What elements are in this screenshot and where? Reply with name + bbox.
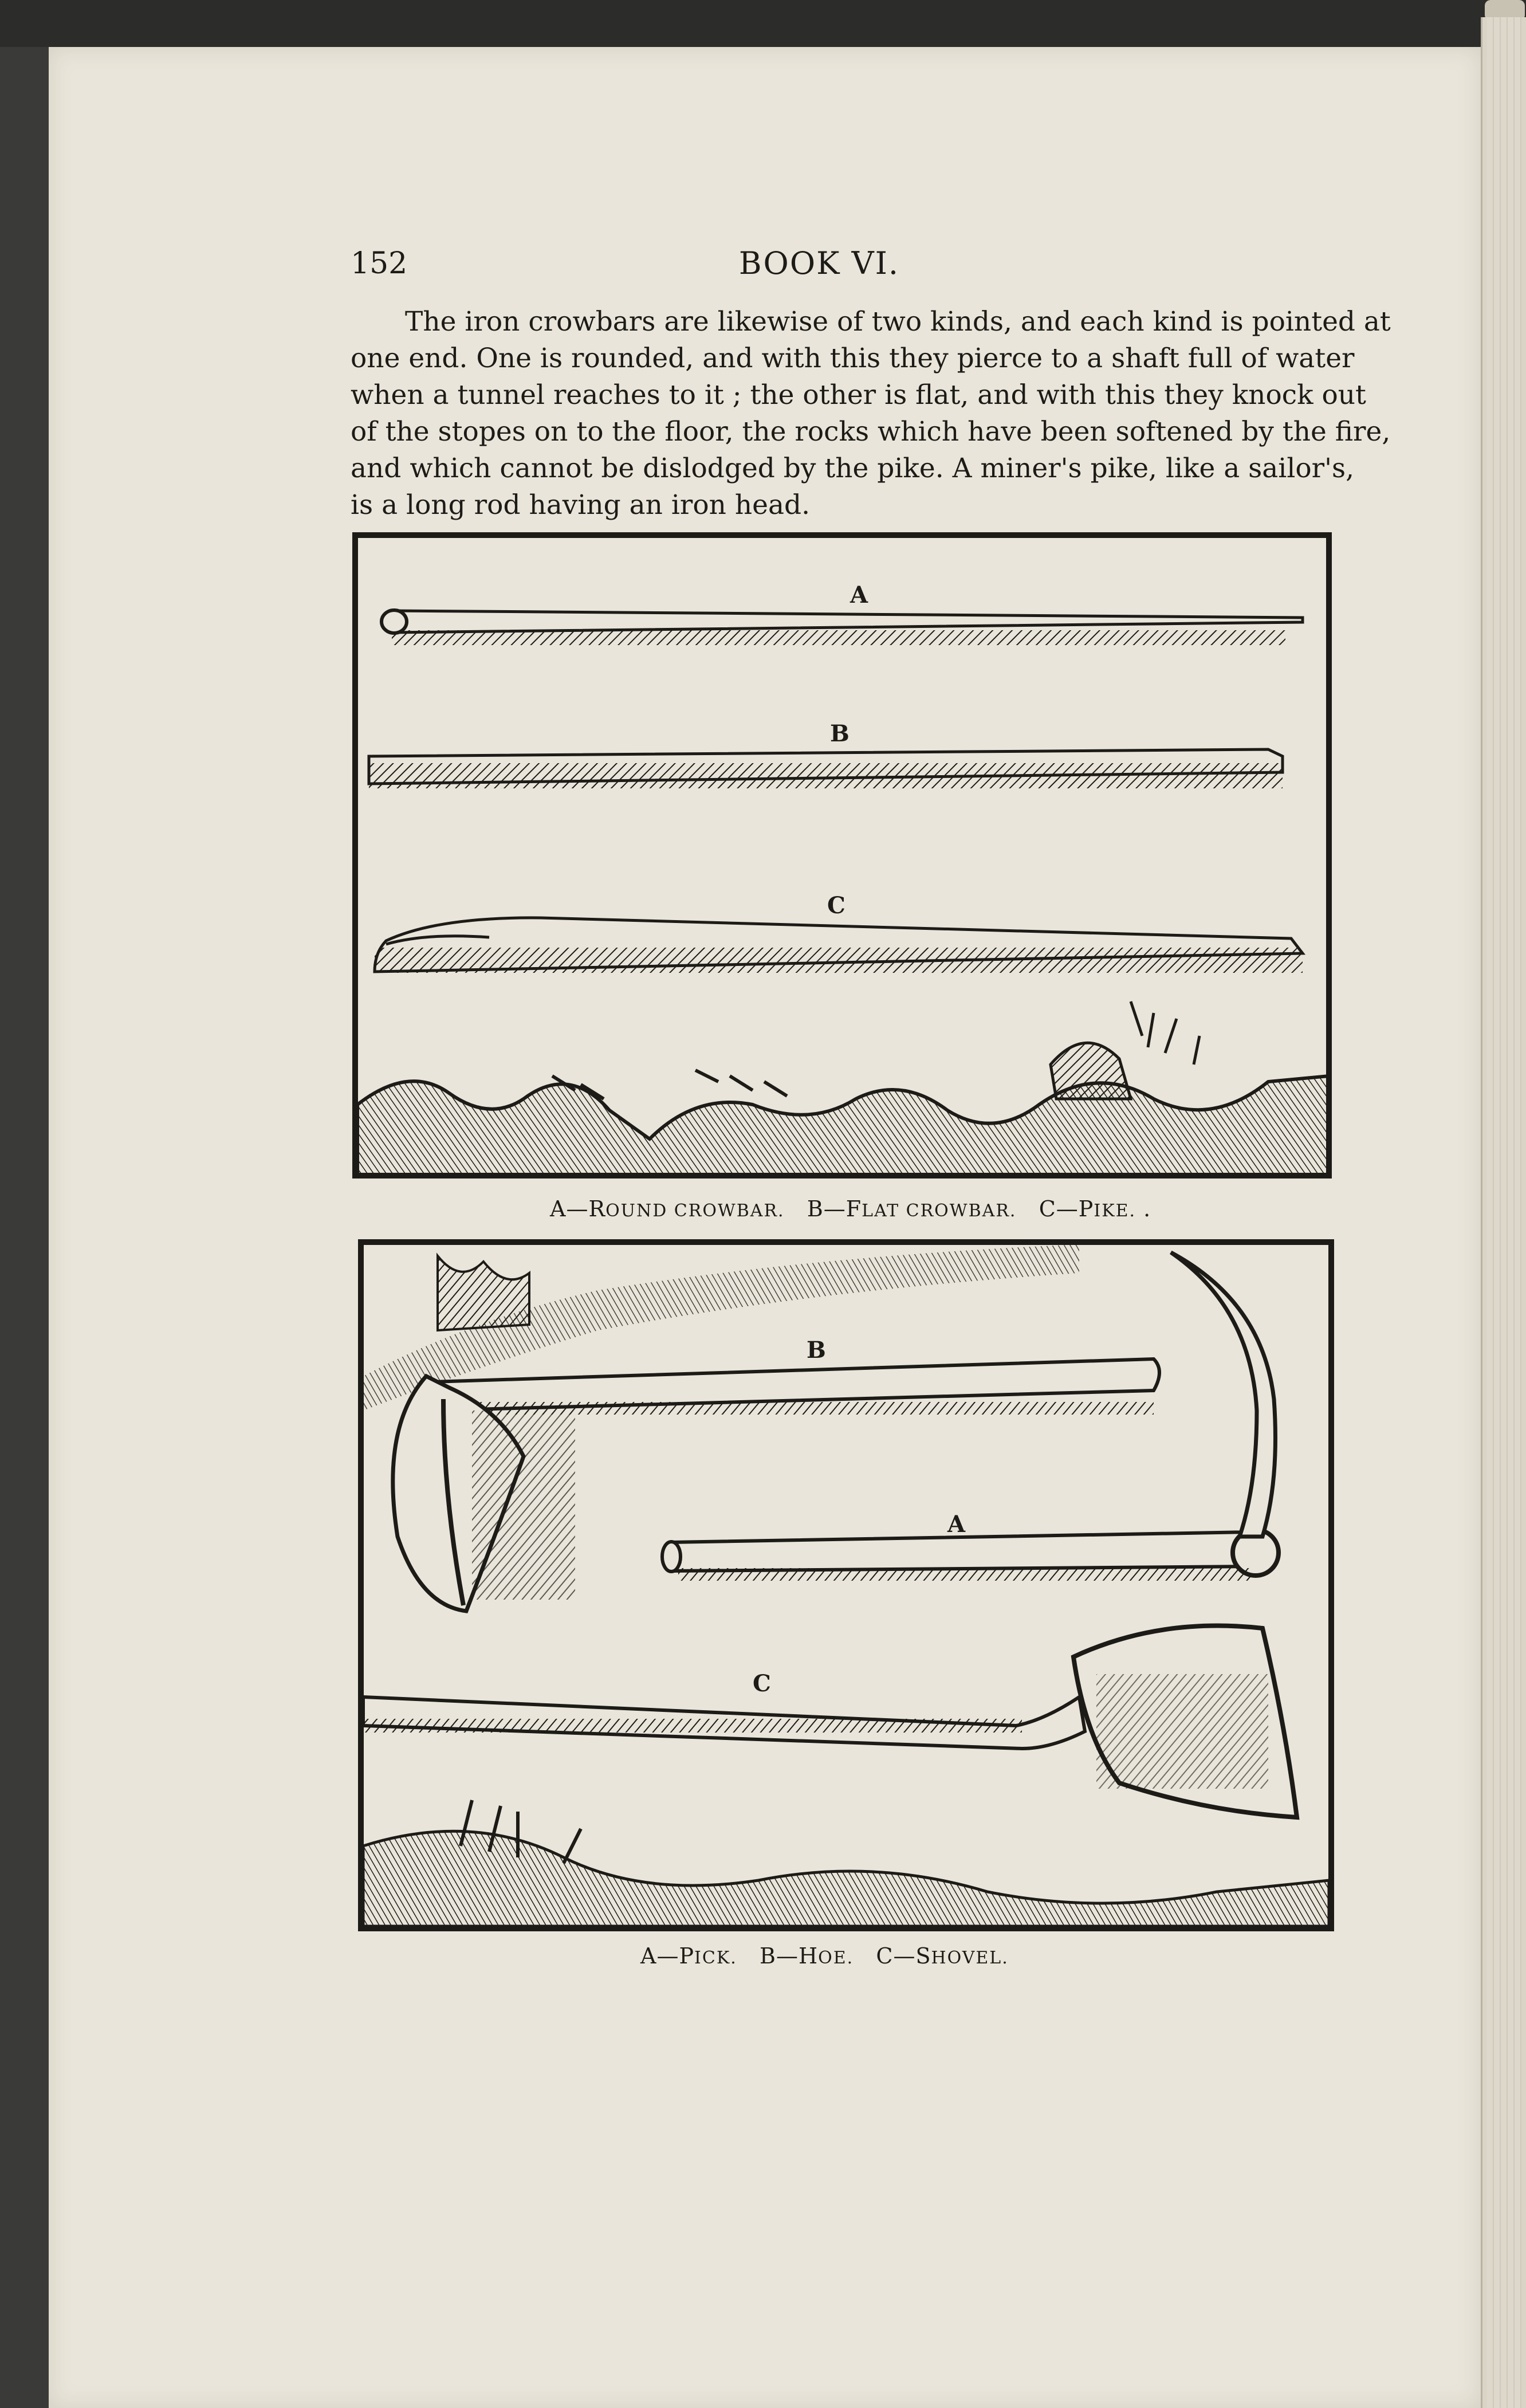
flat-crowbar-drawing: [369, 749, 1283, 788]
page-number: 152: [351, 246, 408, 281]
ground-scenery: [357, 1001, 1329, 1176]
caption-tools: [640, 1943, 1009, 1969]
caption-b-prefix: B—H: [760, 1943, 819, 1969]
caption-a-prefix: A—P: [640, 1943, 695, 1969]
label-c: C: [753, 1670, 771, 1697]
label-a: A: [947, 1511, 966, 1538]
pike-drawing: [375, 918, 1303, 973]
caption-c-prefix: C—S: [876, 1943, 931, 1969]
next-page-edge: [1487, 17, 1521, 2408]
text-line: one end. One is rounded, and with this they pierce to a shaft full of water: [351, 343, 1355, 374]
caption-a-prefix: A—R: [550, 1196, 606, 1221]
label-b: B: [807, 1337, 826, 1364]
caption-a-rest: ICK.: [694, 1948, 737, 1968]
woodcut-pick-hoe-shovel: [357, 1239, 1335, 1932]
body-paragraph: [351, 304, 1391, 524]
text-line: when a tunnel reaches to it ; the other is flat, and with this they knock out: [351, 379, 1366, 411]
caption-b-rest: LAT CROWBAR.: [862, 1201, 1017, 1221]
text-line: is a long rod having an iron head.: [351, 489, 811, 521]
label-a: A: [850, 582, 868, 608]
text-line: of the stopes on to the floor, the rocks which have been softened by the fire,: [351, 416, 1391, 447]
woodcut-crowbars: [352, 532, 1332, 1179]
shovel-drawing: [363, 1626, 1297, 1817]
label-b: B: [830, 720, 849, 747]
caption-b-prefix: B—F: [807, 1196, 862, 1221]
ground-scenery: [363, 1800, 1329, 1926]
caption-c-prefix: C—P: [1039, 1196, 1094, 1221]
caption-b-rest: OE.: [818, 1948, 854, 1968]
label-c: C: [827, 892, 845, 919]
running-head: BOOK VI.: [738, 245, 900, 281]
caption-c-rest: HOVEL.: [931, 1948, 1009, 1968]
round-crowbar-drawing: [382, 610, 1303, 645]
caption-a-rest: OUND CROWBAR.: [605, 1201, 785, 1221]
caption-trailing: .: [1136, 1196, 1151, 1221]
caption-c-rest: IKE.: [1094, 1201, 1136, 1221]
scan-top-strip: [0, 0, 1526, 47]
caption-crowbars: [550, 1196, 1151, 1221]
text-line: The iron crowbars are likewise of two kinds, and each kind is pointed at: [405, 306, 1391, 337]
text-line: and which cannot be dislodged by the pike. A miner's pike, like a sailor's,: [351, 453, 1355, 484]
